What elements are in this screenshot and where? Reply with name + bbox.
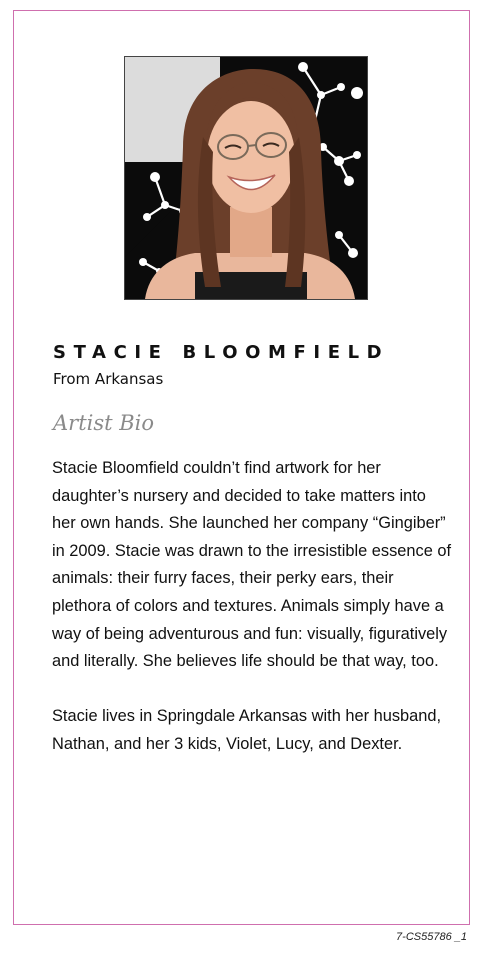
- product-code: 7-CS55786 _1: [396, 931, 467, 943]
- artist-name: STACIE BLOOMFIELD: [53, 342, 390, 363]
- bio-paragraph: Stacie lives in Springdale Arkansas with her husband, Nathan, and her 3 kids, Violet, Lucy, and Dexter.: [52, 707, 442, 753]
- artist-origin: From Arkansas: [53, 370, 164, 388]
- bio-text: [52, 455, 452, 786]
- artist-portrait: [124, 56, 368, 300]
- bio-heading: Artist Bio: [53, 411, 155, 435]
- bio-paragraph: Stacie Bloomfield couldn’t find artwork for her daughter’s nursery and decided to take matters into her own hands. She launched her company “Gingiber” in 2009. Stacie was drawn to the irresistible essence of animals: their furry faces, their perky ears, their plethora of colors and textures. Animals simply have a way of being adventurous and fun: visually, figuratively and literally. She believes life should be that way, too.: [52, 459, 452, 671]
- artist-card: [13, 10, 470, 925]
- portrait-photo-icon: [125, 57, 367, 299]
